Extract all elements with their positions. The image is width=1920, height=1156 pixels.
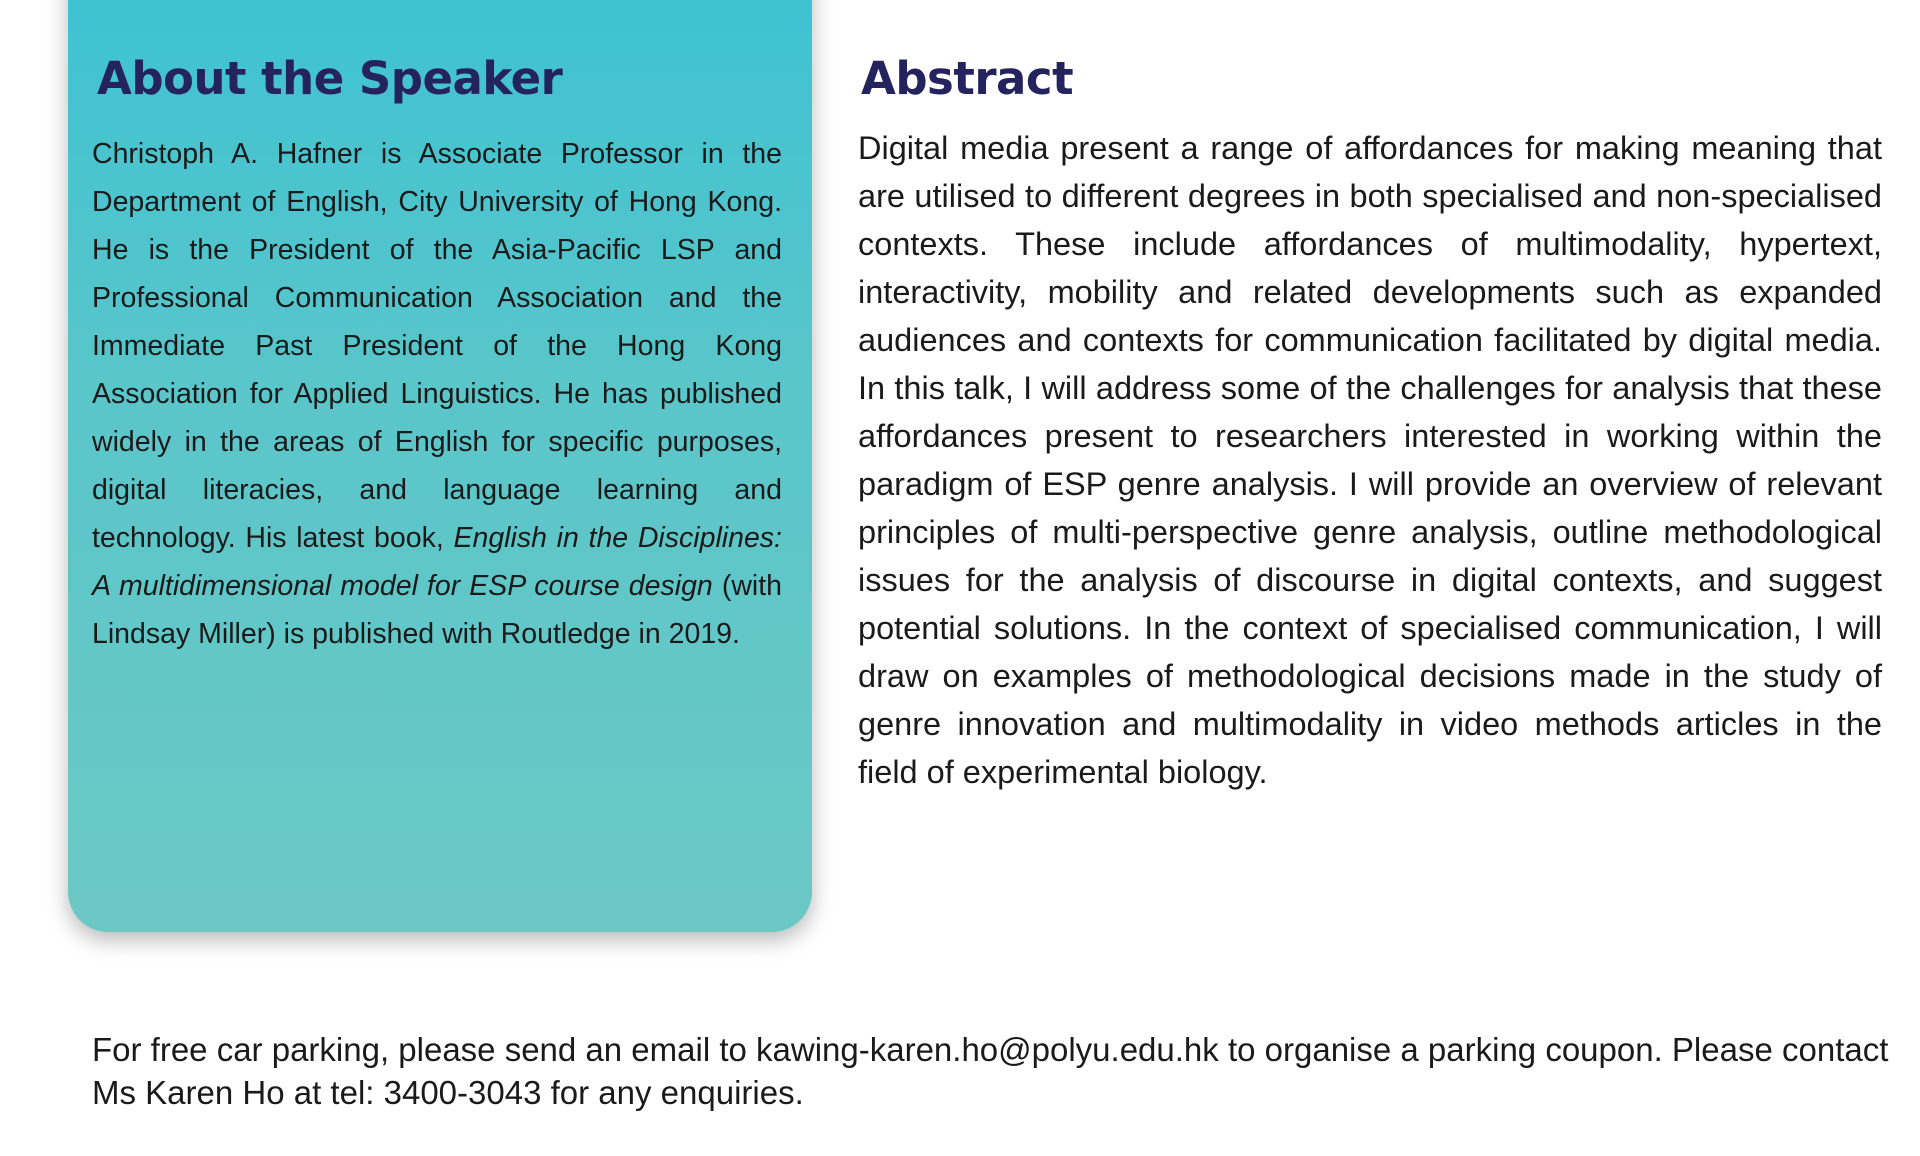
abstract-heading: Abstract xyxy=(861,52,1074,105)
abstract-body: Digital media present a range of affordances for making meaning that are utilised to different degrees in both specialised and non-specialised contexts. These include affordances of multimodality, hypertext, interactivity, mobility and related developments such as expanded audiences and contexts for communication facilitated by digital media. In this talk, I will address some of the challenges for analysis that these affordances present to researchers interested in working within the paradigm of ESP genre analysis. I will provide an overview of relevant principles of multi-perspective genre analysis, outline methodological issues for the analysis of discourse in digital contexts, and suggest potential solutions. In the context of specialised communication, I will draw on examples of methodological decisions made in the study of genre innovation and multimodality in video methods articles in the field of experimental biology. xyxy=(858,130,1882,790)
speaker-heading: About the Speaker xyxy=(97,52,563,105)
speaker-bio-outro: (with Lindsay Miller) is published with Routledge in 2019. xyxy=(92,570,783,650)
book-title: English in the Disciplines: A multidimensional model for ESP course design xyxy=(92,522,782,602)
speaker-bio xyxy=(92,130,782,658)
speaker-bio-intro: Christoph A. Hafner is Associate Professor in the Department of English, City University of Hong Kong. He is the President of the Asia-Pacific LSP and Professional Communication Association and the Immediate Past President of the Hong Kong Association for Applied Linguistics. He has published widely in the areas of English for specific purposes, digital literacies, and language learning and technology. His latest book, xyxy=(92,138,782,554)
parking-note: For free car parking, please send an email to kawing-karen.ho@polyu.edu.hk to organise a parking coupon. Please contact Ms Karen Ho at tel: 3400-3043 for any enquiries. xyxy=(92,1031,1889,1111)
